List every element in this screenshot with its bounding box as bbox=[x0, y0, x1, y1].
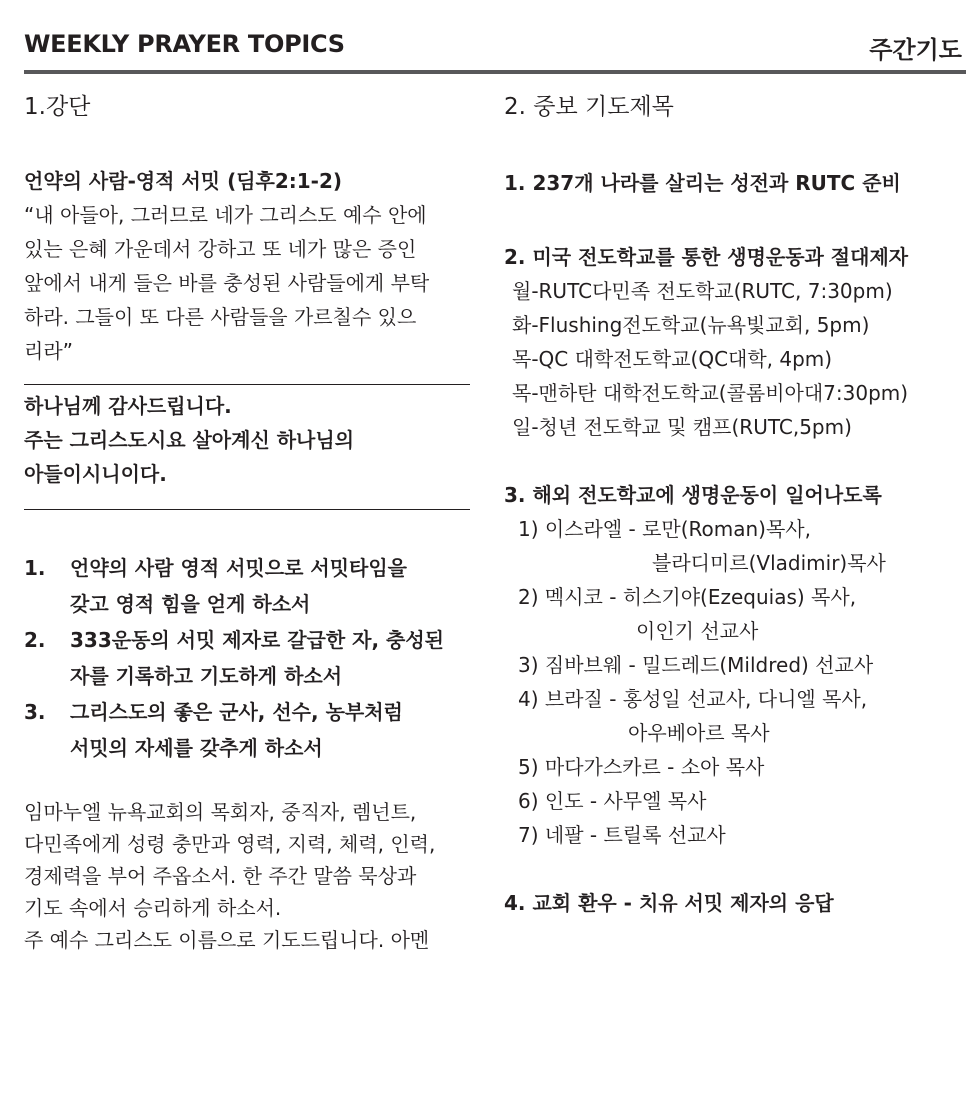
prayer-number: 3. bbox=[24, 700, 46, 724]
prayer-line: 언약의 사람 영적 서밋으로 서밋타임을 bbox=[70, 556, 407, 580]
header-title-korean: 주간기도 bbox=[869, 36, 962, 64]
prayer-item bbox=[24, 694, 470, 766]
confession-line: 아들이시니이다. bbox=[24, 462, 167, 486]
schedule-line: 목-맨하탄 대학전도학교(콜롬비아대7:30pm) bbox=[512, 381, 909, 405]
verse-line: 앞에서 내게 들은 바를 충성된 사람들에게 부탁 bbox=[24, 271, 430, 295]
prayer-line: 그리스도의 좋은 군사, 선수, 농부처럼 bbox=[70, 700, 403, 724]
mission-line: 블라디미르(Vladimir)목사 bbox=[652, 551, 886, 575]
closing-line: 주 예수 그리스도 이름으로 기도드립니다. 아멘 bbox=[24, 928, 430, 952]
intercession-item-4: 4. 교회 환우 - 치유 서밋 제자의 응답 bbox=[504, 891, 834, 915]
mission-line: 7) 네팔 - 트릴록 선교사 bbox=[518, 823, 726, 847]
prayer-item bbox=[24, 622, 470, 694]
mission-line: 6) 인도 - 사무엘 목사 bbox=[518, 789, 707, 813]
schedule-line: 목-QC 대학전도학교(QC대학, 4pm) bbox=[512, 347, 833, 371]
verse-line: “내 아들아, 그러므로 네가 그리스도 예수 안에 bbox=[24, 203, 427, 227]
header-divider bbox=[24, 70, 966, 74]
prayer-number: 2. bbox=[24, 628, 46, 652]
closing-prayer bbox=[24, 796, 470, 956]
prayer-line: 자를 기록하고 기도하게 하소서 bbox=[70, 664, 343, 688]
intercession-item-3-title: 3. 해외 전도학교에 생명운동이 일어나도록 bbox=[504, 483, 882, 507]
prayer-line: 333운동의 서밋 제자로 갈급한 자, 충성된 bbox=[70, 628, 444, 652]
verse-text bbox=[24, 198, 470, 368]
mission-school-schedule bbox=[504, 274, 964, 444]
mission-line: 이인기 선교사 bbox=[636, 619, 759, 643]
header-title: WEEKLY PRAYER TOPICS bbox=[24, 30, 345, 58]
intercession-section-title: 2. 중보 기도제목 bbox=[504, 94, 674, 120]
prayer-list bbox=[24, 550, 470, 766]
left-column bbox=[24, 90, 470, 956]
confession-line: 하나님께 감사드립니다. bbox=[24, 394, 232, 418]
confession-line: 주는 그리스도시요 살아계신 하나님의 bbox=[24, 428, 355, 452]
mission-line: 아우베아르 목사 bbox=[628, 721, 770, 745]
schedule-line: 화-Flushing전도학교(뉴욕빛교회, 5pm) bbox=[512, 313, 870, 337]
overseas-missions-list bbox=[504, 512, 964, 852]
mission-line: 2) 멕시코 - 히스기야(Ezequias) 목사, bbox=[518, 585, 857, 609]
schedule-line: 월-RUTC다민족 전도학교(RUTC, 7:30pm) bbox=[512, 279, 893, 303]
pulpit-section-title: 1.강단 bbox=[24, 94, 91, 120]
mission-line: 3) 짐바브웨 - 밀드레드(Mildred) 선교사 bbox=[518, 653, 874, 677]
mission-line: 5) 마다가스카르 - 소아 목사 bbox=[518, 755, 765, 779]
right-column bbox=[504, 90, 964, 920]
confession bbox=[24, 389, 470, 491]
schedule-line: 일-청년 전도학교 및 캠프(RUTC,5pm) bbox=[512, 415, 852, 439]
closing-line: 기도 속에서 승리하게 하소서. bbox=[24, 896, 282, 920]
prayer-line: 서밋의 자세를 갖추게 하소서 bbox=[70, 736, 323, 760]
intercession-item-1: 1. 237개 나라를 살리는 성전과 RUTC 준비 bbox=[504, 171, 901, 195]
closing-line: 다민족에게 성령 충만과 영력, 지력, 체력, 인력, bbox=[24, 832, 436, 856]
prayer-item bbox=[24, 550, 470, 622]
closing-line: 경제력을 부어 주옵소서. 한 주간 말씀 묵상과 bbox=[24, 864, 417, 888]
intercession-item-2-title: 2. 미국 전도학교를 통한 생명운동과 절대제자 bbox=[504, 245, 909, 269]
mission-line: 1) 이스라엘 - 로만(Roman)목사, bbox=[518, 517, 811, 541]
mission-line: 4) 브라질 - 홍성일 선교사, 다니엘 목사, bbox=[518, 687, 868, 711]
verse-line: 있는 은혜 가운데서 강하고 또 네가 많은 증인 bbox=[24, 237, 417, 261]
closing-line: 임마누엘 뉴욕교회의 목회자, 중직자, 렘넌트, bbox=[24, 800, 417, 824]
prayer-line: 갖고 영적 힘을 얻게 하소서 bbox=[70, 592, 311, 616]
verse-line: 하라. 그들이 또 다른 사람들을 가르칠수 있으 bbox=[24, 305, 417, 329]
verse-reference: 언약의 사람-영적 서밋 (딤후2:1-2) bbox=[24, 169, 343, 193]
prayer-number: 1. bbox=[24, 556, 46, 580]
verse-line: 리라” bbox=[24, 339, 74, 363]
